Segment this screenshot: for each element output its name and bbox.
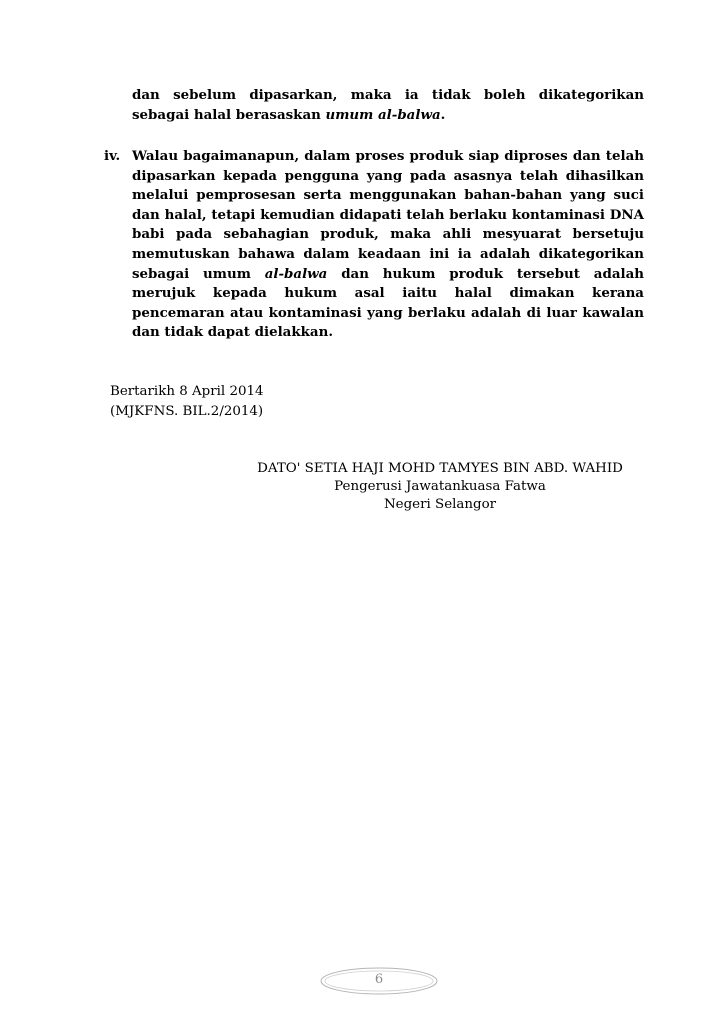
item-iv-paragraph [132, 147, 644, 343]
signatory-name: DATO' SETIA HAJI MOHD TAMYES BIN ABD. WAHID [257, 461, 623, 476]
signature-block [200, 460, 680, 514]
item-iv-label: iv. [104, 148, 121, 164]
item-iv-text: Walau bagaimanapun, dalam proses produk siap diproses dan telah dipasarkan kepada pengguna yang pada asasnya telah dihasilkan melalui pemprosesan serta menggunakan bahan-bahan yang suci dan halal, tetapi kemudian didapati telah berlaku kontaminasi DNA babi pada sebahagian produk, maka ahli mesyuarat bersetuju memutuskan bahawa dalam keadaan ini ia adalah dikategorikan sebagai umum [132, 148, 644, 282]
continuation-paragraph [132, 86, 644, 125]
reference-line: (MJKFNS. BIL.2/2014) [110, 404, 264, 419]
signatory-title: Pengerusi Jawatankuasa Fatwa [334, 479, 546, 494]
date-block [110, 382, 264, 422]
item-iv-end: dan hukum produk tersebut adalah merujuk kepada hukum asal iaitu halal dimakan kerana pencemaran atau kontaminasi yang berlaku adalah di luar kawalan dan tidak dapat dielakkan. [132, 265, 644, 341]
signatory-state: Negeri Selangor [383, 497, 497, 512]
item-iv-italic-term: al-balwa [264, 265, 328, 282]
continuation-end: . [440, 106, 446, 123]
continuation-text: dan sebelum dipasarkan, maka ia tidak boleh dikategorikan sebagai halal berasaskan [132, 87, 644, 123]
continuation-italic-term: umum al-balwa [325, 106, 441, 123]
page-number: 6 [374, 972, 384, 987]
page-number-badge [318, 966, 440, 996]
date-line: Bertarikh 8 April 2014 [110, 384, 264, 399]
